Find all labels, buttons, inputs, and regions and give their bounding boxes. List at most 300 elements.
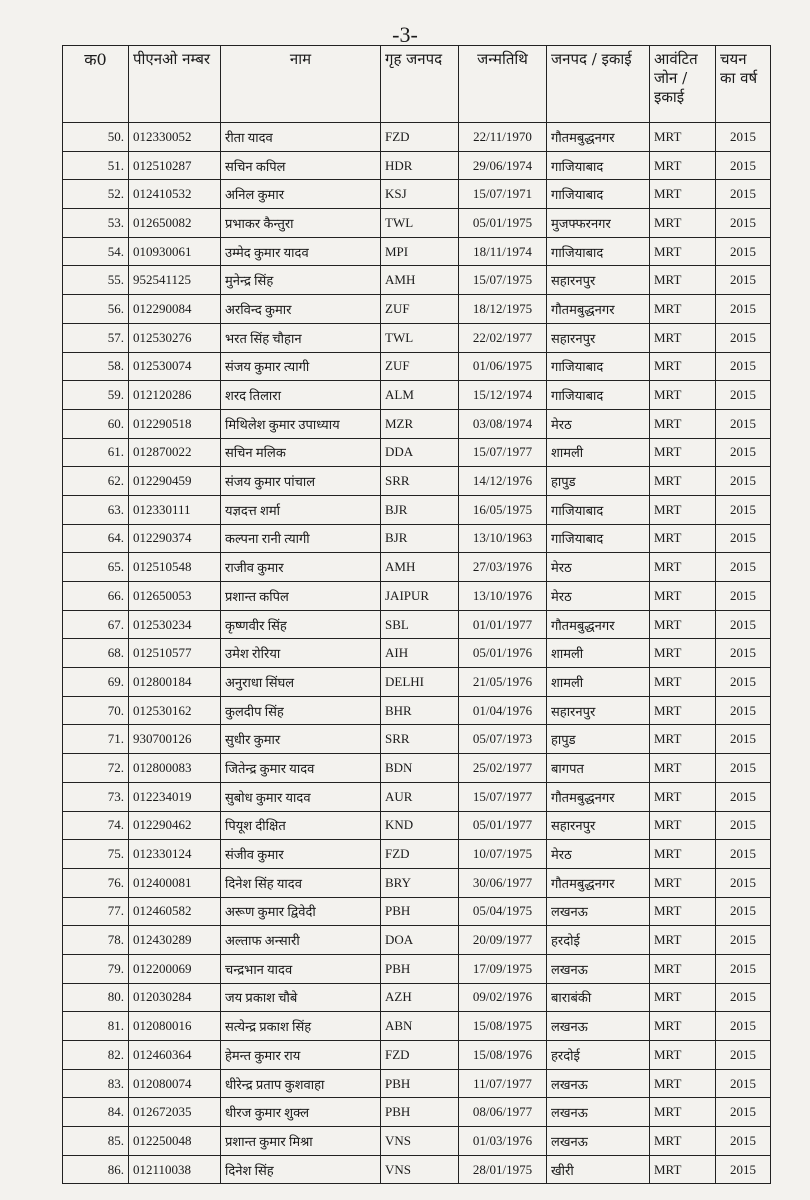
cell-dob: 15/07/1971 — [459, 180, 547, 209]
table-row — [63, 696, 771, 725]
cell-dob: 03/08/1974 — [459, 409, 547, 438]
cell-district-unit: लखनऊ — [547, 1069, 650, 1098]
page-number: -3- — [392, 22, 418, 47]
cell-selection-year: 2015 — [716, 1012, 771, 1041]
cell-district-unit: मेरठ — [547, 840, 650, 869]
cell-allotted-zone: MRT — [650, 237, 716, 266]
table-row — [63, 151, 771, 180]
cell-home-district: KND — [381, 811, 459, 840]
cell-district-unit: लखनऊ — [547, 954, 650, 983]
cell-serial-number: 55. — [63, 266, 129, 295]
cell-selection-year: 2015 — [716, 725, 771, 754]
cell-allotted-zone: MRT — [650, 754, 716, 783]
table-row — [63, 209, 771, 238]
cell-home-district: BJR — [381, 524, 459, 553]
cell-home-district: BJR — [381, 495, 459, 524]
cell-selection-year: 2015 — [716, 926, 771, 955]
cell-district-unit: लखनऊ — [547, 897, 650, 926]
cell-selection-year: 2015 — [716, 1155, 771, 1184]
table-row — [63, 409, 771, 438]
cell-dob: 10/07/1975 — [459, 840, 547, 869]
cell-name: संजय कुमार त्यागी — [221, 352, 381, 381]
table-row — [63, 381, 771, 410]
table-row — [63, 237, 771, 266]
cell-serial-number: 54. — [63, 237, 129, 266]
cell-dob: 25/02/1977 — [459, 754, 547, 783]
header-serial-number: क0 — [63, 46, 129, 123]
cell-dob: 01/04/1976 — [459, 696, 547, 725]
cell-name: प्रशान्त कुमार मिश्रा — [221, 1127, 381, 1156]
cell-district-unit: गाजियाबाद — [547, 237, 650, 266]
cell-district-unit: गौतमबुद्धनगर — [547, 123, 650, 152]
cell-district-unit: गौतमबुद्धनगर — [547, 610, 650, 639]
cell-district-unit: गौतमबुद्धनगर — [547, 782, 650, 811]
cell-name: उमेश रोरिया — [221, 639, 381, 668]
cell-name: सचिन मलिक — [221, 438, 381, 467]
cell-name: प्रभाकर कैन्तुरा — [221, 209, 381, 238]
cell-serial-number: 53. — [63, 209, 129, 238]
table-row — [63, 1069, 771, 1098]
cell-home-district: SRR — [381, 725, 459, 754]
cell-home-district: JAIPUR — [381, 582, 459, 611]
cell-pno: 012330052 — [129, 123, 221, 152]
cell-allotted-zone: MRT — [650, 323, 716, 352]
cell-home-district: ZUF — [381, 295, 459, 324]
cell-district-unit: गाजियाबाद — [547, 151, 650, 180]
cell-pno: 012510548 — [129, 553, 221, 582]
table-row — [63, 467, 771, 496]
cell-allotted-zone: MRT — [650, 123, 716, 152]
cell-home-district: ALM — [381, 381, 459, 410]
cell-pno: 012650053 — [129, 582, 221, 611]
table-row — [63, 582, 771, 611]
cell-home-district: AMH — [381, 266, 459, 295]
cell-selection-year: 2015 — [716, 1041, 771, 1070]
cell-pno: 012672035 — [129, 1098, 221, 1127]
cell-dob: 13/10/1976 — [459, 582, 547, 611]
cell-name: सुधीर कुमार — [221, 725, 381, 754]
cell-dob: 30/06/1977 — [459, 868, 547, 897]
cell-name: प्रशान्त कपिल — [221, 582, 381, 611]
table-row — [63, 352, 771, 381]
cell-dob: 18/11/1974 — [459, 237, 547, 266]
cell-home-district: TWL — [381, 209, 459, 238]
cell-pno: 012530234 — [129, 610, 221, 639]
table-row — [63, 180, 771, 209]
cell-district-unit: शामली — [547, 438, 650, 467]
cell-allotted-zone: MRT — [650, 782, 716, 811]
cell-pno: 012330124 — [129, 840, 221, 869]
cell-pno: 012110038 — [129, 1155, 221, 1184]
cell-allotted-zone: MRT — [650, 639, 716, 668]
cell-serial-number: 62. — [63, 467, 129, 496]
cell-serial-number: 58. — [63, 352, 129, 381]
cell-district-unit: शामली — [547, 639, 650, 668]
cell-district-unit: गाजियाबाद — [547, 180, 650, 209]
cell-home-district: PBH — [381, 1098, 459, 1127]
cell-district-unit: गाजियाबाद — [547, 381, 650, 410]
cell-name: सुबोध कुमार यादव — [221, 782, 381, 811]
cell-district-unit: गाजियाबाद — [547, 495, 650, 524]
cell-home-district: DELHI — [381, 668, 459, 697]
cell-serial-number: 80. — [63, 983, 129, 1012]
cell-name: अल्ताफ अन्सारी — [221, 926, 381, 955]
cell-allotted-zone: MRT — [650, 725, 716, 754]
cell-home-district: PBH — [381, 1069, 459, 1098]
cell-district-unit: बाराबंकी — [547, 983, 650, 1012]
cell-name: सत्येन्द्र प्रकाश सिंह — [221, 1012, 381, 1041]
cell-serial-number: 50. — [63, 123, 129, 152]
cell-home-district: BHR — [381, 696, 459, 725]
cell-allotted-zone: MRT — [650, 954, 716, 983]
cell-serial-number: 83. — [63, 1069, 129, 1098]
cell-name: राजीव कुमार — [221, 553, 381, 582]
cell-selection-year: 2015 — [716, 1127, 771, 1156]
cell-allotted-zone: MRT — [650, 467, 716, 496]
cell-selection-year: 2015 — [716, 209, 771, 238]
cell-pno: 012290518 — [129, 409, 221, 438]
cell-serial-number: 69. — [63, 668, 129, 697]
cell-serial-number: 74. — [63, 811, 129, 840]
cell-district-unit: सहारनपुर — [547, 811, 650, 840]
cell-district-unit: मुजफ्फरनगर — [547, 209, 650, 238]
cell-dob: 15/07/1977 — [459, 782, 547, 811]
cell-name: यज्ञदत्त शर्मा — [221, 495, 381, 524]
cell-serial-number: 75. — [63, 840, 129, 869]
cell-allotted-zone: MRT — [650, 180, 716, 209]
table-row — [63, 840, 771, 869]
cell-home-district: PBH — [381, 897, 459, 926]
cell-dob: 21/05/1976 — [459, 668, 547, 697]
cell-name: अरविन्द कुमार — [221, 295, 381, 324]
cell-serial-number: 79. — [63, 954, 129, 983]
cell-dob: 15/07/1977 — [459, 438, 547, 467]
cell-serial-number: 84. — [63, 1098, 129, 1127]
cell-dob: 05/01/1977 — [459, 811, 547, 840]
cell-name: चन्द्रभान यादव — [221, 954, 381, 983]
table-row — [63, 954, 771, 983]
cell-home-district: MPI — [381, 237, 459, 266]
table-row — [63, 1127, 771, 1156]
cell-pno: 012400081 — [129, 868, 221, 897]
cell-selection-year: 2015 — [716, 295, 771, 324]
cell-selection-year: 2015 — [716, 868, 771, 897]
cell-district-unit: खीरी — [547, 1155, 650, 1184]
cell-allotted-zone: MRT — [650, 495, 716, 524]
cell-name: भरत सिंह चौहान — [221, 323, 381, 352]
cell-dob: 05/01/1975 — [459, 209, 547, 238]
cell-pno: 012800083 — [129, 754, 221, 783]
cell-selection-year: 2015 — [716, 381, 771, 410]
cell-name: जय प्रकाश चौबे — [221, 983, 381, 1012]
cell-district-unit: सहारनपुर — [547, 266, 650, 295]
cell-pno: 010930061 — [129, 237, 221, 266]
cell-selection-year: 2015 — [716, 409, 771, 438]
cell-name: मिथिलेश कुमार उपाध्याय — [221, 409, 381, 438]
cell-district-unit: सहारनपुर — [547, 323, 650, 352]
cell-dob: 01/06/1975 — [459, 352, 547, 381]
cell-selection-year: 2015 — [716, 840, 771, 869]
cell-pno: 012510287 — [129, 151, 221, 180]
cell-name: कल्पना रानी त्यागी — [221, 524, 381, 553]
header-selection-year: चयन का वर्ष — [716, 46, 771, 123]
cell-pno: 930700126 — [129, 725, 221, 754]
cell-dob: 05/07/1973 — [459, 725, 547, 754]
cell-selection-year: 2015 — [716, 495, 771, 524]
cell-name: हेमन्त कुमार राय — [221, 1041, 381, 1070]
table-row — [63, 725, 771, 754]
table-row — [63, 1098, 771, 1127]
cell-pno: 012030284 — [129, 983, 221, 1012]
cell-allotted-zone: MRT — [650, 610, 716, 639]
cell-selection-year: 2015 — [716, 151, 771, 180]
cell-name: धीरेन्द्र प्रताप कुशवाहा — [221, 1069, 381, 1098]
table-row — [63, 1041, 771, 1070]
cell-pno: 012250048 — [129, 1127, 221, 1156]
cell-name: सचिन कपिल — [221, 151, 381, 180]
cell-dob: 22/11/1970 — [459, 123, 547, 152]
cell-selection-year: 2015 — [716, 266, 771, 295]
cell-name: अरूण कुमार द्विवेदी — [221, 897, 381, 926]
cell-district-unit: लखनऊ — [547, 1012, 650, 1041]
header-pno: पीएनओ नम्बर — [129, 46, 221, 123]
header-row — [63, 46, 771, 123]
cell-name: कुलदीप सिंह — [221, 696, 381, 725]
cell-pno: 012290459 — [129, 467, 221, 496]
cell-selection-year: 2015 — [716, 180, 771, 209]
cell-serial-number: 76. — [63, 868, 129, 897]
cell-home-district: VNS — [381, 1127, 459, 1156]
cell-home-district: ABN — [381, 1012, 459, 1041]
cell-serial-number: 82. — [63, 1041, 129, 1070]
cell-serial-number: 60. — [63, 409, 129, 438]
cell-district-unit: गौतमबुद्धनगर — [547, 295, 650, 324]
cell-home-district: HDR — [381, 151, 459, 180]
cell-serial-number: 68. — [63, 639, 129, 668]
cell-district-unit: मेरठ — [547, 582, 650, 611]
cell-serial-number: 59. — [63, 381, 129, 410]
cell-name: दिनेश सिंह यादव — [221, 868, 381, 897]
cell-selection-year: 2015 — [716, 897, 771, 926]
table-row — [63, 495, 771, 524]
cell-allotted-zone: MRT — [650, 897, 716, 926]
cell-name: अनिल कुमार — [221, 180, 381, 209]
cell-name: जितेन्द्र कुमार यादव — [221, 754, 381, 783]
cell-dob: 27/03/1976 — [459, 553, 547, 582]
cell-home-district: DDA — [381, 438, 459, 467]
cell-selection-year: 2015 — [716, 1069, 771, 1098]
cell-name: कृष्णवीर सिंह — [221, 610, 381, 639]
cell-selection-year: 2015 — [716, 524, 771, 553]
table-row — [63, 897, 771, 926]
cell-allotted-zone: MRT — [650, 811, 716, 840]
cell-dob: 09/02/1976 — [459, 983, 547, 1012]
table-row — [63, 668, 771, 697]
cell-district-unit: मेरठ — [547, 553, 650, 582]
cell-district-unit: मेरठ — [547, 409, 650, 438]
cell-allotted-zone: MRT — [650, 381, 716, 410]
cell-selection-year: 2015 — [716, 352, 771, 381]
table-row — [63, 754, 771, 783]
cell-pno: 012290374 — [129, 524, 221, 553]
cell-pno: 012460582 — [129, 897, 221, 926]
cell-pno: 012330111 — [129, 495, 221, 524]
cell-home-district: FZD — [381, 840, 459, 869]
table-row — [63, 983, 771, 1012]
table-row — [63, 610, 771, 639]
cell-name: रीता यादव — [221, 123, 381, 152]
cell-selection-year: 2015 — [716, 782, 771, 811]
cell-allotted-zone: MRT — [650, 352, 716, 381]
cell-selection-year: 2015 — [716, 123, 771, 152]
cell-home-district: KSJ — [381, 180, 459, 209]
cell-home-district: SRR — [381, 467, 459, 496]
cell-district-unit: हरदोई — [547, 926, 650, 955]
cell-allotted-zone: MRT — [650, 553, 716, 582]
cell-name: संजय कुमार पांचाल — [221, 467, 381, 496]
cell-selection-year: 2015 — [716, 438, 771, 467]
cell-serial-number: 57. — [63, 323, 129, 352]
table-row — [63, 1155, 771, 1184]
cell-home-district: ZUF — [381, 352, 459, 381]
cell-dob: 05/04/1975 — [459, 897, 547, 926]
cell-dob: 13/10/1963 — [459, 524, 547, 553]
cell-allotted-zone: MRT — [650, 840, 716, 869]
cell-dob: 20/09/1977 — [459, 926, 547, 955]
cell-district-unit: हापुड — [547, 725, 650, 754]
cell-selection-year: 2015 — [716, 811, 771, 840]
table-row — [63, 782, 771, 811]
cell-allotted-zone: MRT — [650, 1069, 716, 1098]
cell-district-unit: सहारनपुर — [547, 696, 650, 725]
cell-pno: 012650082 — [129, 209, 221, 238]
cell-home-district: AZH — [381, 983, 459, 1012]
cell-name: मुनेन्द्र सिंह — [221, 266, 381, 295]
cell-home-district: FZD — [381, 123, 459, 152]
cell-district-unit: गौतमबुद्धनगर — [547, 868, 650, 897]
cell-allotted-zone: MRT — [650, 295, 716, 324]
cell-home-district: AMH — [381, 553, 459, 582]
cell-pno: 012530074 — [129, 352, 221, 381]
cell-allotted-zone: MRT — [650, 151, 716, 180]
cell-selection-year: 2015 — [716, 1098, 771, 1127]
table-row — [63, 868, 771, 897]
table-body — [63, 123, 771, 1184]
cell-allotted-zone: MRT — [650, 409, 716, 438]
header-allotted-zone: आवंटित जोन / इकाई — [650, 46, 716, 123]
header-district-unit: जनपद / इकाई — [547, 46, 650, 123]
cell-serial-number: 65. — [63, 553, 129, 582]
cell-selection-year: 2015 — [716, 237, 771, 266]
cell-home-district: DOA — [381, 926, 459, 955]
cell-dob: 05/01/1976 — [459, 639, 547, 668]
cell-district-unit: गाजियाबाद — [547, 352, 650, 381]
cell-district-unit: गाजियाबाद — [547, 524, 650, 553]
cell-allotted-zone: MRT — [650, 1012, 716, 1041]
cell-allotted-zone: MRT — [650, 209, 716, 238]
cell-district-unit: शामली — [547, 668, 650, 697]
cell-pno: 012080074 — [129, 1069, 221, 1098]
cell-name: संजीव कुमार — [221, 840, 381, 869]
header-dob: जन्मतिथि — [459, 46, 547, 123]
cell-selection-year: 2015 — [716, 754, 771, 783]
cell-dob: 01/03/1976 — [459, 1127, 547, 1156]
cell-dob: 15/08/1975 — [459, 1012, 547, 1041]
cell-serial-number: 72. — [63, 754, 129, 783]
cell-allotted-zone: MRT — [650, 1127, 716, 1156]
cell-district-unit: बागपत — [547, 754, 650, 783]
cell-home-district: AUR — [381, 782, 459, 811]
cell-name: दिनेश सिंह — [221, 1155, 381, 1184]
cell-pno: 952541125 — [129, 266, 221, 295]
table-row — [63, 295, 771, 324]
cell-dob: 22/02/1977 — [459, 323, 547, 352]
header-name: नाम — [221, 46, 381, 123]
table-row — [63, 811, 771, 840]
cell-selection-year: 2015 — [716, 696, 771, 725]
cell-pno: 012530162 — [129, 696, 221, 725]
cell-serial-number: 73. — [63, 782, 129, 811]
cell-home-district: PBH — [381, 954, 459, 983]
cell-pno: 012120286 — [129, 381, 221, 410]
cell-name: शरद तिलारा — [221, 381, 381, 410]
cell-selection-year: 2015 — [716, 983, 771, 1012]
cell-allotted-zone: MRT — [650, 438, 716, 467]
cell-dob: 29/06/1974 — [459, 151, 547, 180]
cell-dob: 16/05/1975 — [459, 495, 547, 524]
table-row — [63, 639, 771, 668]
cell-dob: 15/08/1976 — [459, 1041, 547, 1070]
cell-allotted-zone: MRT — [650, 1041, 716, 1070]
cell-serial-number: 70. — [63, 696, 129, 725]
cell-pno: 012460364 — [129, 1041, 221, 1070]
cell-home-district: FZD — [381, 1041, 459, 1070]
cell-dob: 11/07/1977 — [459, 1069, 547, 1098]
cell-serial-number: 66. — [63, 582, 129, 611]
cell-pno: 012510577 — [129, 639, 221, 668]
cell-dob: 14/12/1976 — [459, 467, 547, 496]
cell-selection-year: 2015 — [716, 582, 771, 611]
table-row — [63, 1012, 771, 1041]
cell-serial-number: 52. — [63, 180, 129, 209]
cell-pno: 012200069 — [129, 954, 221, 983]
cell-home-district: BDN — [381, 754, 459, 783]
table-row — [63, 266, 771, 295]
cell-home-district: BRY — [381, 868, 459, 897]
cell-serial-number: 85. — [63, 1127, 129, 1156]
cell-pno: 012410532 — [129, 180, 221, 209]
cell-dob: 01/01/1977 — [459, 610, 547, 639]
cell-district-unit: लखनऊ — [547, 1098, 650, 1127]
cell-pno: 012290084 — [129, 295, 221, 324]
cell-name: धीरज कुमार शुक्ल — [221, 1098, 381, 1127]
cell-serial-number: 78. — [63, 926, 129, 955]
cell-dob: 17/09/1975 — [459, 954, 547, 983]
cell-name: अनुराधा सिंघल — [221, 668, 381, 697]
cell-home-district: MZR — [381, 409, 459, 438]
cell-pno: 012430289 — [129, 926, 221, 955]
cell-district-unit: लखनऊ — [547, 1127, 650, 1156]
cell-serial-number: 64. — [63, 524, 129, 553]
cell-dob: 08/06/1977 — [459, 1098, 547, 1127]
cell-pno: 012290462 — [129, 811, 221, 840]
cell-dob: 18/12/1975 — [459, 295, 547, 324]
cell-pno: 012800184 — [129, 668, 221, 697]
cell-serial-number: 63. — [63, 495, 129, 524]
cell-allotted-zone: MRT — [650, 926, 716, 955]
cell-pno: 012870022 — [129, 438, 221, 467]
cell-pno: 012080016 — [129, 1012, 221, 1041]
